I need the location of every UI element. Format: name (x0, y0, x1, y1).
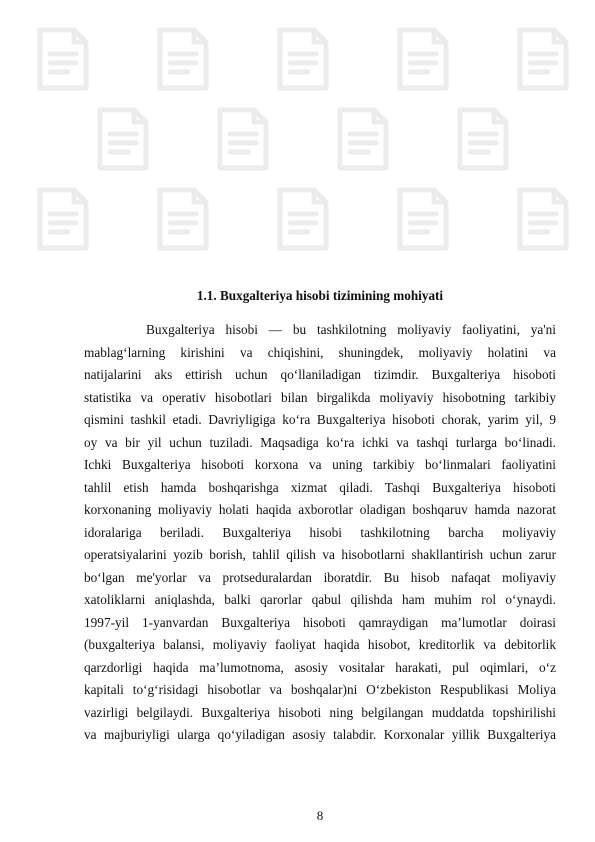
paragraph-line: bo‘lgan me'yorlar va protseduralardan iboratdir. Bu hisob nafaqat moliyaviy (84, 569, 556, 585)
watermark-icon (520, 190, 566, 248)
paragraph-line: va majburiyligi ularga qo‘yiladigan asosiy talabdir. Korxonalar yillik Buxgalteriya (84, 727, 556, 742)
paragraph-line: vazirligi belgilaydi. Buxgalteriya hisoboti ning belgilangan muddatda topshirilishi (84, 704, 556, 720)
watermark-icon (400, 190, 446, 248)
paragraph-line: operatsiyalarini yozib borish, tahlil qilish va hisobotlarni shakllantirish uchun zarur (84, 547, 556, 562)
section-heading: 1.1. Buxgalteriya hisobi tizimining mohiyati (196, 288, 444, 303)
page-number: 8 (316, 808, 324, 823)
paragraph-line: korxonaning moliyaviy holati haqida axborotlar oladigan boshqaruv hamda nazorat (84, 502, 556, 517)
paragraph-line: idoralariga beriladi. Buxgalteriya hisobi tashkilotning barcha moliyaviy (84, 524, 556, 540)
paragraph-line: mablag‘larning kirishini va chiqishini, shuningdek, moliyaviy holatini va (84, 344, 556, 360)
watermark-icon (340, 110, 386, 168)
watermark-icon (160, 30, 206, 88)
watermark-icon (160, 190, 206, 248)
watermark-icon (280, 30, 326, 88)
body-paragraph (84, 319, 556, 747)
watermark-icon (40, 30, 86, 88)
paragraph-line: Buxgalteriya hisobi — bu tashkilotning moliyaviy faoliyatini, ya'ni (146, 322, 556, 337)
paragraph-line: natijalarini aks ettirish uchun qo‘llaniladigan tizimdir. Buxgalteriya hisoboti (84, 367, 556, 382)
paragraph-line: qismini tashkil etadi. Davriyligiga ko‘ra Buxgalteriya hisoboti chorak, yarim yil, 9 (84, 412, 556, 427)
paragraph-line: Ichki Buxgalteriya hisoboti korxona va uning tarkibiy bo‘linmalari faoliyatini (84, 457, 556, 472)
paragraph-line: tahlil etish hamda boshqarishga xizmat qiladi. Tashqi Buxgalteriya hisoboti (84, 479, 556, 495)
paragraph-line: 1997-yil 1-yanvardan Buxgalteriya hisoboti qamraydigan ma’lumotlar doirasi (84, 614, 556, 630)
paragraph-line: xatoliklarni aniqlashda, balki qarorlar qabul qilishda ham muhim rol o‘ynaydi. (84, 592, 556, 607)
watermark-icon (400, 30, 446, 88)
paragraph-line: kapitali to‘g‘risidagi hisobotlar va boshqalar)ni O‘zbekiston Respublikasi Moliya (84, 682, 556, 697)
paragraph-line: oy va bir yil uchun tuziladi. Maqsadiga ko‘ra ichki va tashqi turlarga bo‘linadi. (84, 434, 556, 450)
watermark-icon (220, 110, 266, 168)
watermark-icon (280, 190, 326, 248)
paragraph-line: statistika va operativ hisobotlari bilan birgalikda moliyaviy hisobotning tarkibiy (84, 389, 556, 405)
watermark-icon (520, 30, 566, 88)
watermark-icon (460, 110, 506, 168)
watermark-icon (100, 110, 146, 168)
watermark-icon (40, 190, 86, 248)
paragraph-line: qarzdorligi haqida ma’lumotnoma, asosiy vositalar harakati, pul oqimlari, o‘z (84, 659, 556, 675)
paragraph-line: (buxgalteriya balansi, moliyaviy faoliyat haqida hisobot, kreditorlik va debitorlik (84, 637, 556, 652)
